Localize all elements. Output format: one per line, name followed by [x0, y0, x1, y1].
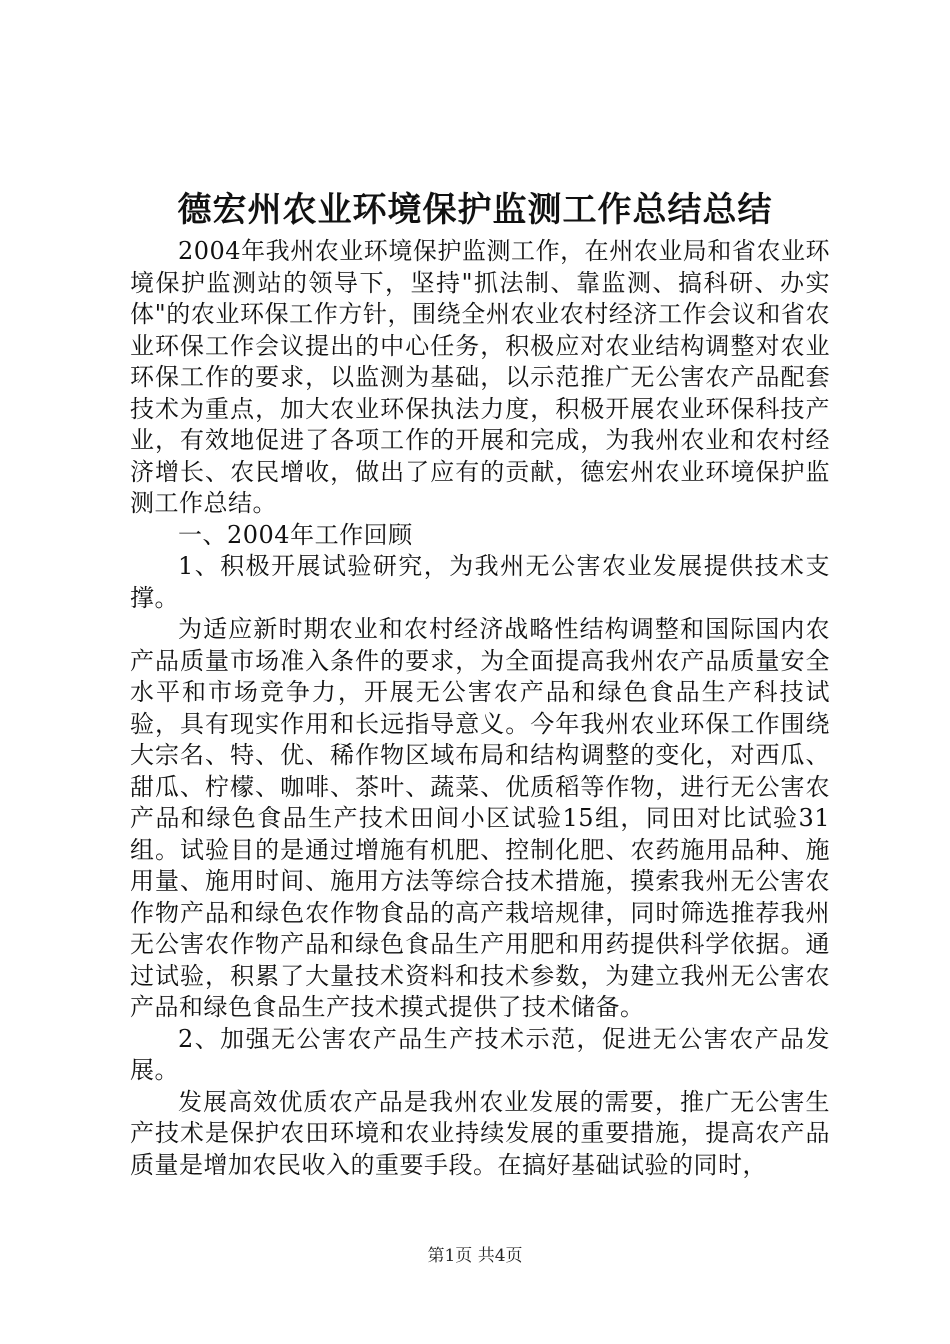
subsection-heading-demonstration: 2、加强无公害农产品生产技术示范，促进无公害农产品发展。: [130, 1024, 830, 1084]
paragraph-demonstration: 发展高效优质农产品是我州农业发展的需要，推广无公害生产技术是保护农田环境和农业持续发展的重要措施，提高农产品质量是增加农民收入的重要手段。在搞好基础试验的同时，: [130, 1087, 830, 1179]
section-heading-review: 一、2004年工作回顾: [178, 520, 413, 549]
subsection-heading-research: 1、积极开展试验研究，为我州无公害农业发展提供技术支撑。: [130, 552, 830, 612]
document-title: 德宏州农业环境保护监测工作总结总结: [177, 190, 773, 230]
paragraph-intro: 2004年我州农业环境保护监测工作，在州农业局和省农业环境保护监测站的领导下，坚持"抓法制、靠监测、搞科研、办实体"的农业环保工作方针，围绕全州农业农村经济工作会议和省农业环保工作会议提出的中心任务，积极应对农业结构调整对农业环保工作的要求，以监测为基础，以示范推广无公害农产品配套技术为重点，加大农业环保执法力度，积极开展农业环保科技产业，有效地促进了各项工作的开展和完成，为我州农业和农村经济增长、农民增收，做出了应有的贡献，德宏州农业环境保护监测工作总结。: [130, 237, 830, 517]
document-body: [130, 236, 830, 1181]
paragraph-research: 为适应新时期农业和农村经济战略性结构调整和国际国内农产品质量市场准入条件的要求，为全面提高我州农产品质量安全水平和市场竞争力，开展无公害农产品和绿色食品生产科技试验，具有现实作用和长远指导意义。今年我州农业环保工作围绕大宗名、特、优、稀作物区域布局和结构调整的变化，对西瓜、甜瓜、柠檬、咖啡、茶叶、蔬菜、优质稻等作物，进行无公害农产品和绿色食品生产技术田间小区试验15组，同田对比试验31组。试验目的是通过增施有机肥、控制化肥、农药施用品种、施用量、施用时间、施用方法等综合技术措施，摸索我州无公害农作物产品和绿色农作物食品的高产栽培规律，同时筛选推荐我州无公害农作物产品和绿色食品生产用肥和用药提供科学依据。通过试验，积累了大量技术资料和技术参数，为建立我州无公害农产品和绿色食品生产技术摸式提供了技术储备。: [130, 615, 830, 1021]
page-number: 第1页 共4页: [427, 1246, 523, 1266]
